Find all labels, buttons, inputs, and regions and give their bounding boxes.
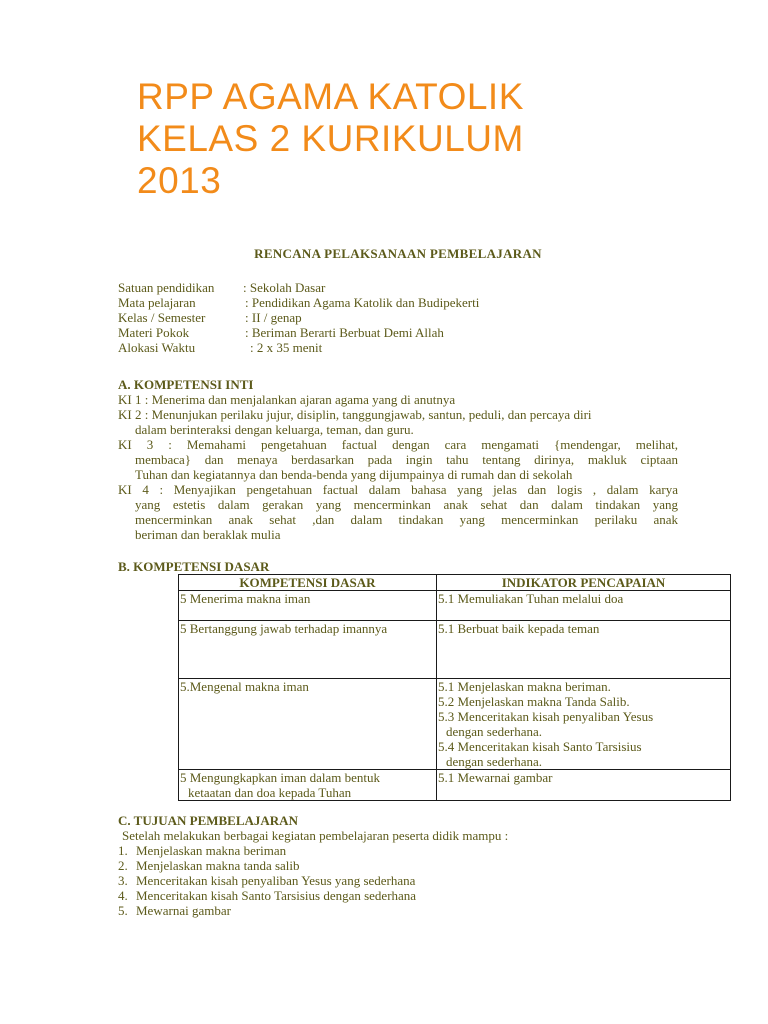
title-line-2: KELAS 2 KURIKULUM — [137, 118, 524, 159]
identity-label: Satuan pendidikan — [118, 280, 215, 295]
kd-cell: 5 Menerima makna iman — [179, 591, 437, 621]
section-b-title: B. KOMPETENSI DASAR — [118, 559, 270, 574]
list-text: Menjelaskan makna beriman — [136, 843, 287, 858]
list-text: Mewarnai gambar — [136, 903, 231, 918]
indicator-item: 5.1 Menjelaskan makna beriman. — [438, 679, 611, 694]
list-number: 3. — [118, 873, 128, 888]
identity-value: : Sekolah Dasar — [243, 280, 326, 295]
indicator-item: 5.3 Menceritakan kisah penyaliban Yesus — [438, 709, 654, 724]
indicator-item: 5.2 Menjelaskan makna Tanda Salib. — [438, 694, 630, 709]
section-a-title: A. KOMPETENSI INTI — [118, 377, 254, 392]
identity-value: : Beriman Berarti Berbuat Demi Allah — [245, 325, 444, 340]
kd-text: 5 Mengungkapkan iman dalam bentuk — [180, 770, 381, 785]
ki-3-line: membaca} dan menaya berdasarkan pada ingin tahu tentang dirinya, makluk ciptaan — [135, 452, 678, 467]
indicator-item: 5.1 Mewarnai gambar — [438, 770, 553, 785]
ki-2-line: KI 2 : Menunjukan perilaku jujur, disiplin, tanggungjawab, santun, peduli, dan percaya diri — [118, 407, 592, 422]
section-c-title: C. TUJUAN PEMBELAJARAN — [118, 813, 298, 828]
ki-2-line: dalam berinteraksi dengan keluarga, teman, dan guru. — [135, 422, 414, 437]
ki-3-line: KI 3 : Memahami pengetahuan factual dengan cara mengamati {mendengar, melihat, — [118, 437, 678, 452]
list-number: 2. — [118, 858, 128, 873]
table-row — [179, 591, 731, 621]
list-text: Menceritakan kisah Santo Tarsisius dengan sederhana — [136, 888, 417, 903]
kompetensi-table — [178, 574, 731, 801]
ki-4-line: mencerminkan anak sehat ,dan dalam tindakan yang mencerminkan perilaku anak — [135, 512, 678, 527]
table-header-row — [179, 575, 731, 591]
document-title — [137, 76, 697, 202]
indicator-item: 5.1 Berbuat baik kepada teman — [438, 621, 600, 636]
indicator-item: dengan sederhana. — [446, 724, 543, 739]
title-line-1: RPP AGAMA KATOLIK — [137, 76, 524, 117]
list-item — [118, 903, 231, 918]
indicator-item: 5.1 Memuliakan Tuhan melalui doa — [438, 591, 624, 606]
kd-text: ketaatan dan doa kepada Tuhan — [188, 785, 352, 800]
indicator-cell — [437, 591, 731, 621]
table-row — [179, 621, 731, 679]
table-header: INDIKATOR PENCAPAIAN — [437, 575, 731, 591]
list-item — [118, 888, 416, 903]
ki-4-line: KI 4 : Menyajikan pengetahuan factual dalam bahasa yang jelas dan logis , dalam karya — [118, 482, 678, 497]
list-number: 5. — [118, 903, 128, 918]
indicator-cell — [437, 679, 731, 770]
indicator-item: 5.4 Menceritakan kisah Santo Tarsisius — [438, 739, 642, 754]
list-item — [118, 843, 286, 858]
ki-4-line: yang estetis dalam gerakan yang mencerminkan anak sehat dan dalam tindakan yang — [135, 497, 678, 512]
kd-cell: 5.Mengenal makna iman — [179, 679, 437, 770]
table-header: KOMPETENSI DASAR — [179, 575, 437, 591]
identity-value: : 2 x 35 menit — [250, 340, 323, 355]
indicator-cell — [437, 770, 731, 801]
ki-4-line: beriman dan beraklak mulia — [135, 527, 281, 542]
identity-value: : Pendidikan Agama Katolik dan Budipekerti — [245, 295, 480, 310]
ki-3-line: Tuhan dan kegiatannya dan benda-benda yang dijumpainya di rumah dan di sekolah — [135, 467, 573, 482]
identity-label: Materi Pokok — [118, 325, 190, 340]
indicator-cell — [437, 621, 731, 679]
table-row — [179, 770, 731, 801]
list-item — [118, 858, 300, 873]
kd-cell — [179, 770, 437, 801]
ki-1: KI 1 : Menerima dan menjalankan ajaran agama yang di anutnya — [118, 392, 456, 407]
identity-label: Alokasi Waktu — [118, 340, 196, 355]
identity-label: Kelas / Semester — [118, 310, 206, 325]
section-c-intro: Setelah melakukan berbagai kegiatan pembelajaran peserta didik mampu : — [122, 828, 509, 843]
kd-cell: 5 Bertanggung jawab terhadap imannya — [179, 621, 437, 679]
identity-label: Mata pelajaran — [118, 295, 196, 310]
list-text: Menceritakan kisah penyaliban Yesus yang sederhana — [136, 873, 416, 888]
list-number: 4. — [118, 888, 128, 903]
list-text: Menjelaskan makna tanda salib — [136, 858, 300, 873]
title-line-3: 2013 — [137, 160, 222, 201]
identity-value: : II / genap — [245, 310, 302, 325]
table-row — [179, 679, 731, 770]
list-number: 1. — [118, 843, 128, 858]
rpp-heading: RENCANA PELAKSANAAN PEMBELAJARAN — [254, 246, 542, 261]
indicator-item: dengan sederhana. — [446, 754, 543, 769]
list-item — [118, 873, 415, 888]
